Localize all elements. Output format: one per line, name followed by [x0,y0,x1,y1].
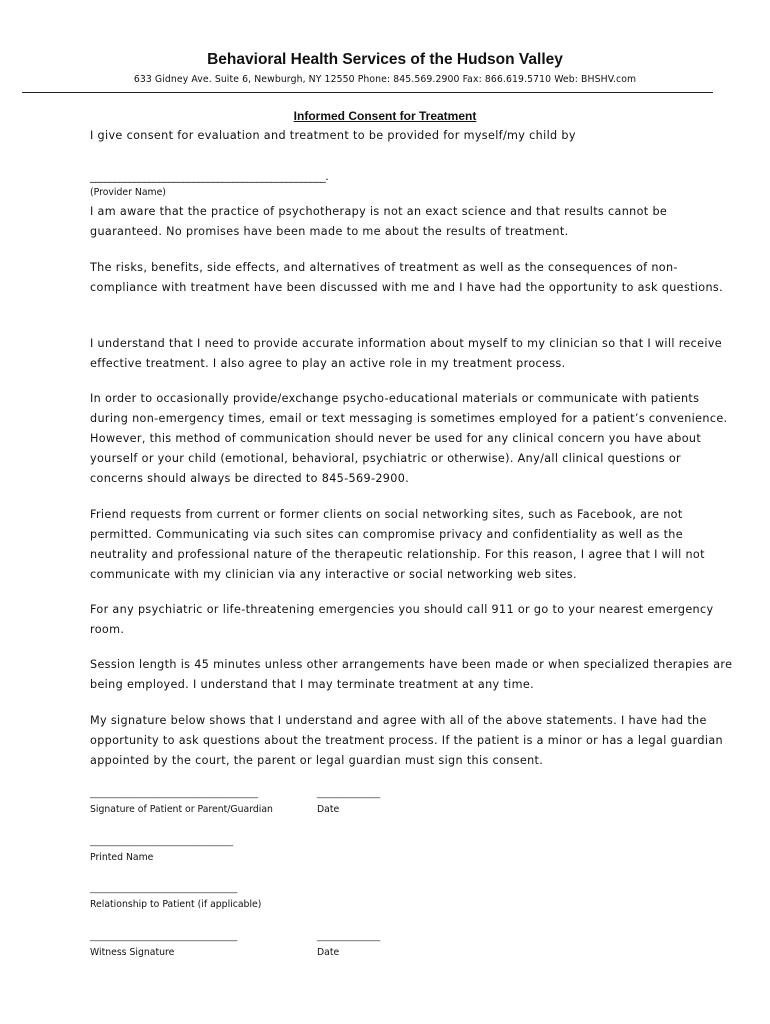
header-divider [22,92,713,93]
intro-text: I give consent for evaluation and treatment to be provided for myself/my child by [90,129,576,142]
paragraph-emergencies: For any psychiatric or life-threatening emergencies you should call 911 or go to your nearest emergency room. [90,603,714,636]
date-line-patient[interactable]: _______________ [317,789,381,799]
witness-signature-label: Witness Signature [90,947,175,958]
paragraph-session-length: Session length is 45 minutes unless other arrangements have been made or when specialized therapies are being employed. I understand that I may terminate treatment at any time. [90,658,733,691]
document-title: Informed Consent for Treatment [293,109,477,123]
date-line-witness[interactable]: _______________ [317,932,381,942]
provider-name-line: ________________________________________________. [90,170,329,183]
witness-signature-line[interactable]: ___________________________________ [90,932,238,942]
printed-name-label: Printed Name [90,852,154,863]
paragraph-signature-statement: My signature below shows that I understand and agree with all of the above statements. I have had the opportunity to ask questions about the treatment process. If the patient is a minor or has a legal guardian appointed by the court, the parent or legal guardian must sign this consent. [90,714,723,767]
paragraph-risks: The risks, benefits, side effects, and alternatives of treatment as well as the consequences of non-compliance with treatment have been discussed with me and I have had the opportunity to ask questions. [90,261,723,294]
date-label-patient: Date [317,804,340,815]
paragraph-no-guarantee: I am aware that the practice of psychotherapy is not an exact science and that results cannot be guaranteed. No promises have been made to me about the results of treatment. [90,205,668,238]
paragraph-social-networking: Friend requests from current or former clients on social networking sites, such as Facebook, are not permitted. Communicating via such sites can compromise privacy and confidentiality as well as the neutrality and professional nature of the therapeutic relationship. For this reason, I agree that I will not communicate with my clinician via any interactive or social networking web sites. [90,508,705,581]
organization-contact: 633 Gidney Ave. Suite 6, Newburgh, NY 12550 Phone: 845.569.2900 Fax: 866.619.5710 Web: BHSHV.com [133,74,637,85]
organization-name: Behavioral Health Services of the Hudson Valley [207,51,563,68]
patient-signature-line[interactable]: ________________________________________ [90,789,259,799]
provider-name-label: (Provider Name) [90,187,166,198]
relationship-label: Relationship to Patient (if applicable) [90,899,262,910]
patient-signature-label: Signature of Patient or Parent/Guardian [90,804,273,815]
relationship-line[interactable]: ___________________________________ [90,884,238,894]
paragraph-email-text: In order to occasionally provide/exchange psycho-educational materials or communicate with patients during non-emergency times, email or text messaging is sometimes employed for a patient’s convenience. However, this method of communication should never be used for any clinical concern you have about yourself or your child (emotional, behavioral, psychiatric or otherwise). Any/all clinical questions or concerns should always be directed to 845-569-2900. [90,392,728,485]
paragraph-accurate-info: I understand that I need to provide accurate information about myself to my clinician so that I will receive effective treatment. I also agree to play an active role in my treatment process. [90,337,723,370]
date-label-witness: Date [317,947,340,958]
printed-name-line[interactable]: __________________________________ [90,837,233,847]
